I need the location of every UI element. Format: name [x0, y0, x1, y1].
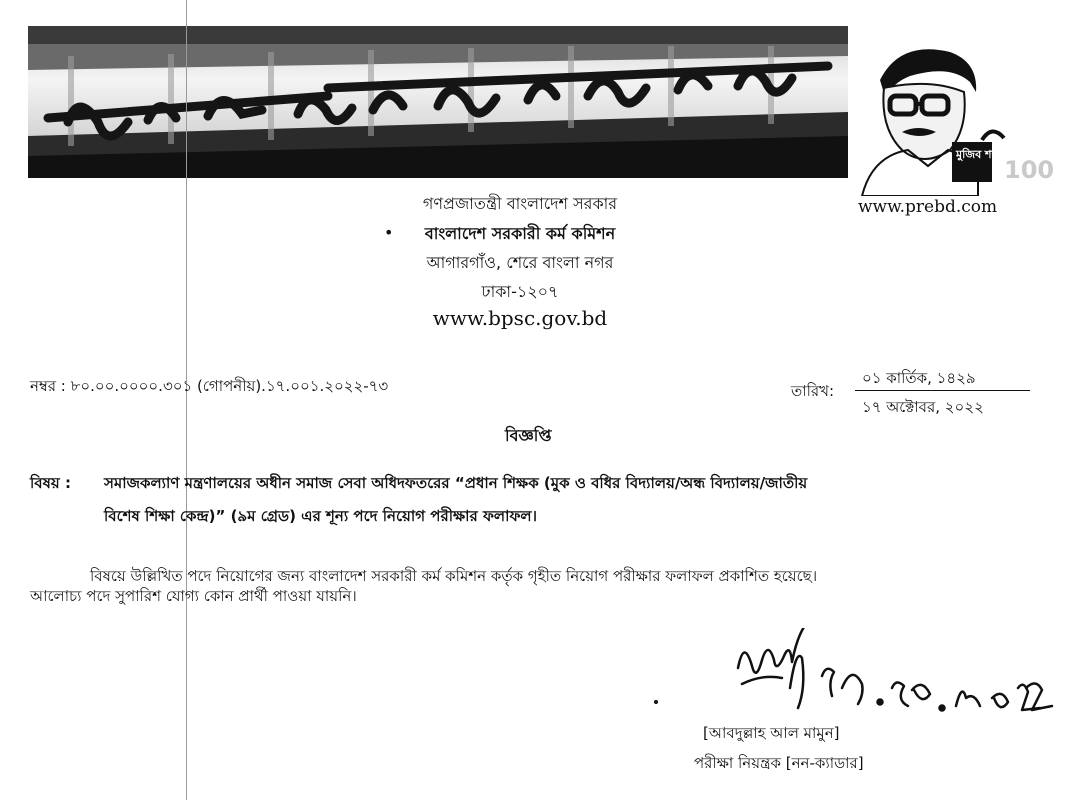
signatory-designation: পরীক্ষা নিয়ন্ত্রক [নন-ক্যাডার]	[694, 754, 864, 772]
city: ঢাকা-১২০৭	[481, 282, 559, 301]
signatory-name: [আবদুল্লাহ আল মামুন]	[703, 724, 840, 742]
body-text-line-1: বিষয়ে উল্লিখিত পদে নিয়োগের জন্য বাংলাদেশ সরকারী কর্ম কমিশন কর্তৃক গৃহীত নিয়োগ পরীক্ষার ফলাফল প্রকাশিত হয়েছে।	[90, 567, 818, 585]
subject-text-line-2: বিশেষ শিক্ষা কেন্দ্র)” (৯ম গ্রেড) এর শূন্য পদে নিয়োগ পরীক্ষার ফলাফল।	[104, 507, 537, 525]
date-label: তারিখ:	[791, 382, 835, 400]
mujib-centenary-portrait-logo	[852, 40, 1055, 196]
commission-banner-image	[28, 26, 848, 178]
date-bangla-calendar: ০১ কার্তিক, ১৪২৯	[862, 369, 976, 387]
date-divider	[855, 390, 1030, 391]
stray-ink-dot	[654, 700, 658, 704]
subject-text-line-1: সমাজকল্যাণ মন্ত্রণালয়ের অধীন সমাজ সেবা অধিদফতরের “প্রধান শিক্ষক (মুক ও বধির বিদ্যালয়/অন্ধ বিদ্যালয়/জাতীয়	[104, 474, 808, 492]
website-credit: www.prebd.com	[858, 197, 998, 217]
logo-badge: 100	[1004, 156, 1055, 184]
website-link[interactable]: www.bpsc.gov.bd	[432, 306, 608, 330]
address: আগারগাঁও, শেরে বাংলা নগর	[426, 253, 614, 272]
notice-title: বিজ্ঞপ্তি	[505, 426, 552, 445]
bullet-mark: •	[384, 223, 394, 242]
logo-wordmark: মুজিব শতবর্ষ	[956, 148, 1012, 161]
date-gregorian-calendar: ১৭ অক্টোবর, ২০২২	[862, 398, 984, 416]
scan-line	[186, 0, 187, 800]
memo-number: নম্বর : ৮০.০০.০০০০.৩০১ (গোপনীয়).১৭.০০১.২০২২-৭৩	[30, 377, 389, 395]
subject-label: বিষয় :	[30, 474, 71, 492]
government-name: গণপ্রজাতন্ত্রী বাংলাদেশ সরকার	[422, 194, 618, 213]
commission-name: বাংলাদেশ সরকারী কর্ম কমিশন	[424, 224, 616, 243]
body-text-line-2: আলোচ্য পদে সুপারিশ যোগ্য কোন প্রার্থী পাওয়া যায়নি।	[30, 587, 357, 605]
